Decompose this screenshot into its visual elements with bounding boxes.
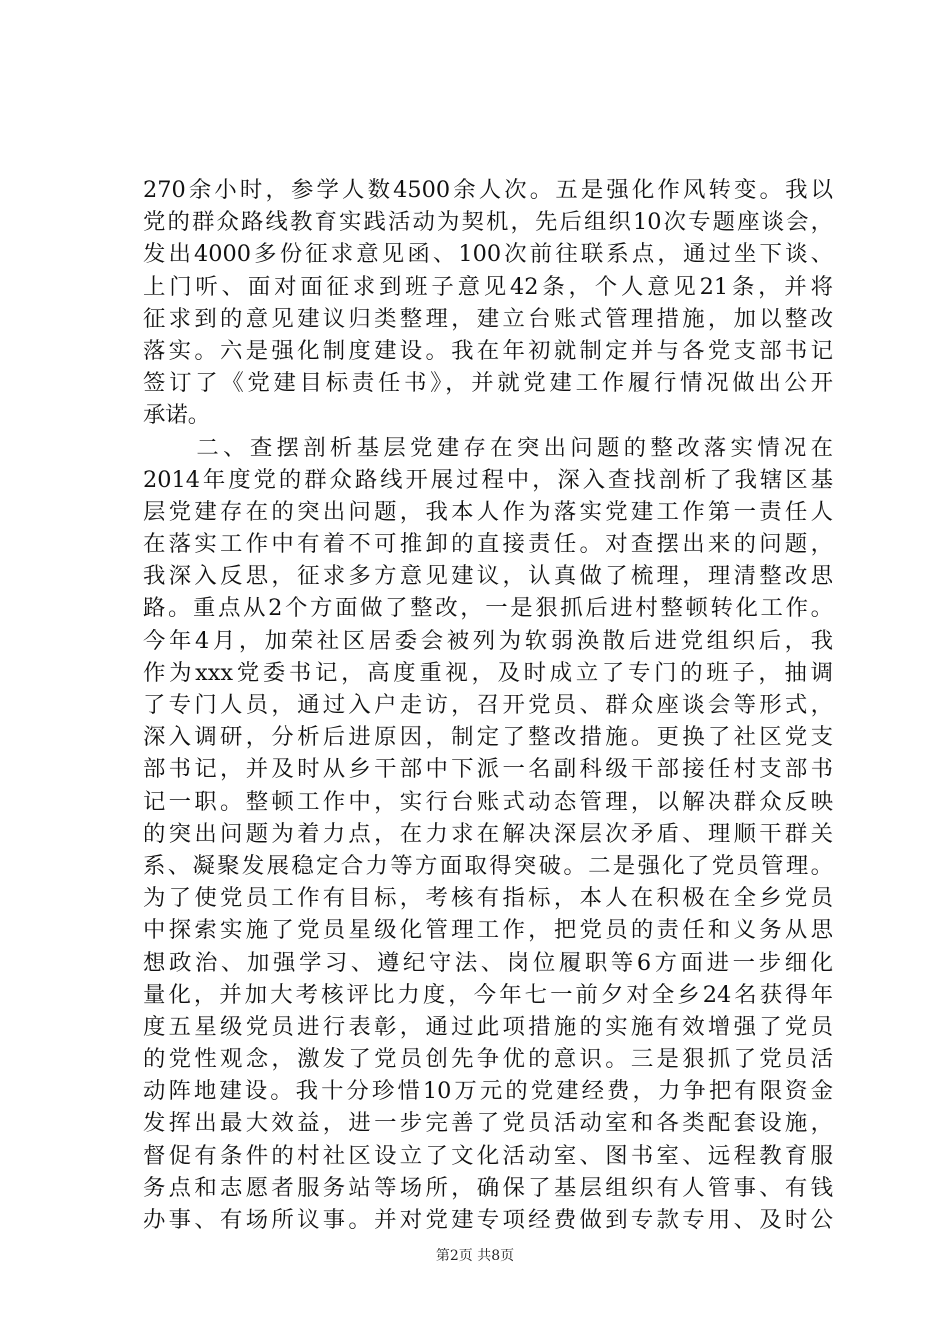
text-line: 在落实工作中有着不可推卸的直接责任。对查摆出来的问题，	[143, 531, 833, 558]
body-text	[143, 174, 833, 1236]
paragraph-end-line: 承诺。	[143, 402, 211, 429]
text-line: 党的群众路线教育实践活动为契机，先后组织10次专题座谈会，	[143, 209, 833, 236]
text-line: 路。重点从2个方面做了整改，一是狠抓后进村整顿转化工作。	[143, 595, 833, 622]
text-line: 上门听、面对面征求到班子意见42条，个人意见21条，并将	[143, 273, 833, 300]
text-line: 的突出问题为着力点，在力求在解决深层次矛盾、理顺干群关	[143, 820, 833, 847]
text-line: 办事、有场所议事。并对党建专项经费做到专款专用、及时公	[143, 1207, 833, 1233]
text-line: 我深入反思，征求多方意见建议，认真做了梳理，理清整改思	[143, 563, 833, 590]
text-line: 督促有条件的村社区设立了文化活动室、图书室、远程教育服	[143, 1142, 833, 1169]
text-line: 记一职。整顿工作中，实行台账式动态管理，以解决群众反映	[143, 788, 833, 815]
text-line: 征求到的意见建议归类整理，建立台账式管理措施，加以整改	[143, 305, 833, 332]
text-line: 中探索实施了党员星级化管理工作，把党员的责任和义务从思	[143, 917, 833, 944]
text-line: 层党建存在的突出问题，我本人作为落实党建工作第一责任人	[143, 498, 833, 525]
section-heading-line: 二、查摆剖析基层党建存在突出问题的整改落实情况在	[143, 434, 833, 461]
text-line: 2014年度党的群众路线开展过程中，深入查找剖析了我辖区基	[143, 466, 833, 493]
text-line: 作为xxx党委书记，高度重视，及时成立了专门的班子，抽调	[143, 659, 833, 686]
text-line: 为了使党员工作有目标，考核有指标，本人在积极在全乡党员	[143, 885, 833, 912]
text-line: 签订了《党建目标责任书》，并就党建工作履行情况做出公开	[143, 370, 833, 397]
text-line: 系、凝聚发展稳定合力等方面取得突破。二是强化了党员管理。	[143, 852, 833, 879]
text-line: 落实。六是强化制度建设。我在年初就制定并与各党支部书记	[143, 337, 833, 364]
text-line: 270余小时，参学人数4500余人次。五是强化作风转变。我以	[143, 177, 833, 203]
text-line: 发出4000多份征求意见函、100次前往联系点，通过坐下谈、	[143, 241, 833, 268]
page-footer: 第2页 共8页	[435, 1248, 515, 1264]
text-line: 深入调研，分析后进原因，制定了整改措施。更换了社区党支	[143, 724, 833, 751]
text-line: 发挥出最大效益，进一步完善了党员活动室和各类配套设施，	[143, 1110, 833, 1137]
text-line: 部书记，并及时从乡干部中下派一名副科级干部接任村支部书	[143, 756, 833, 783]
text-line: 务点和志愿者服务站等场所，确保了基层组织有人管事、有钱	[143, 1174, 833, 1201]
text-line: 量化，并加大考核评比力度，今年七一前夕对全乡24名获得年	[143, 981, 833, 1008]
text-line: 动阵地建设。我十分珍惜10万元的党建经费，力争把有限资金	[143, 1078, 833, 1105]
text-line: 今年4月，加荣社区居委会被列为软弱涣散后进党组织后，我	[143, 627, 833, 654]
text-line: 了专门人员，通过入户走访，召开党员、群众座谈会等形式，	[143, 692, 833, 718]
text-line: 想政治、加强学习、遵纪守法、岗位履职等6方面进一步细化	[143, 949, 833, 976]
text-line: 度五星级党员进行表彰，通过此项措施的实施有效增强了党员	[143, 1013, 833, 1040]
text-line: 的党性观念，激发了党员创先争优的意识。三是狠抓了党员活	[143, 1046, 833, 1073]
